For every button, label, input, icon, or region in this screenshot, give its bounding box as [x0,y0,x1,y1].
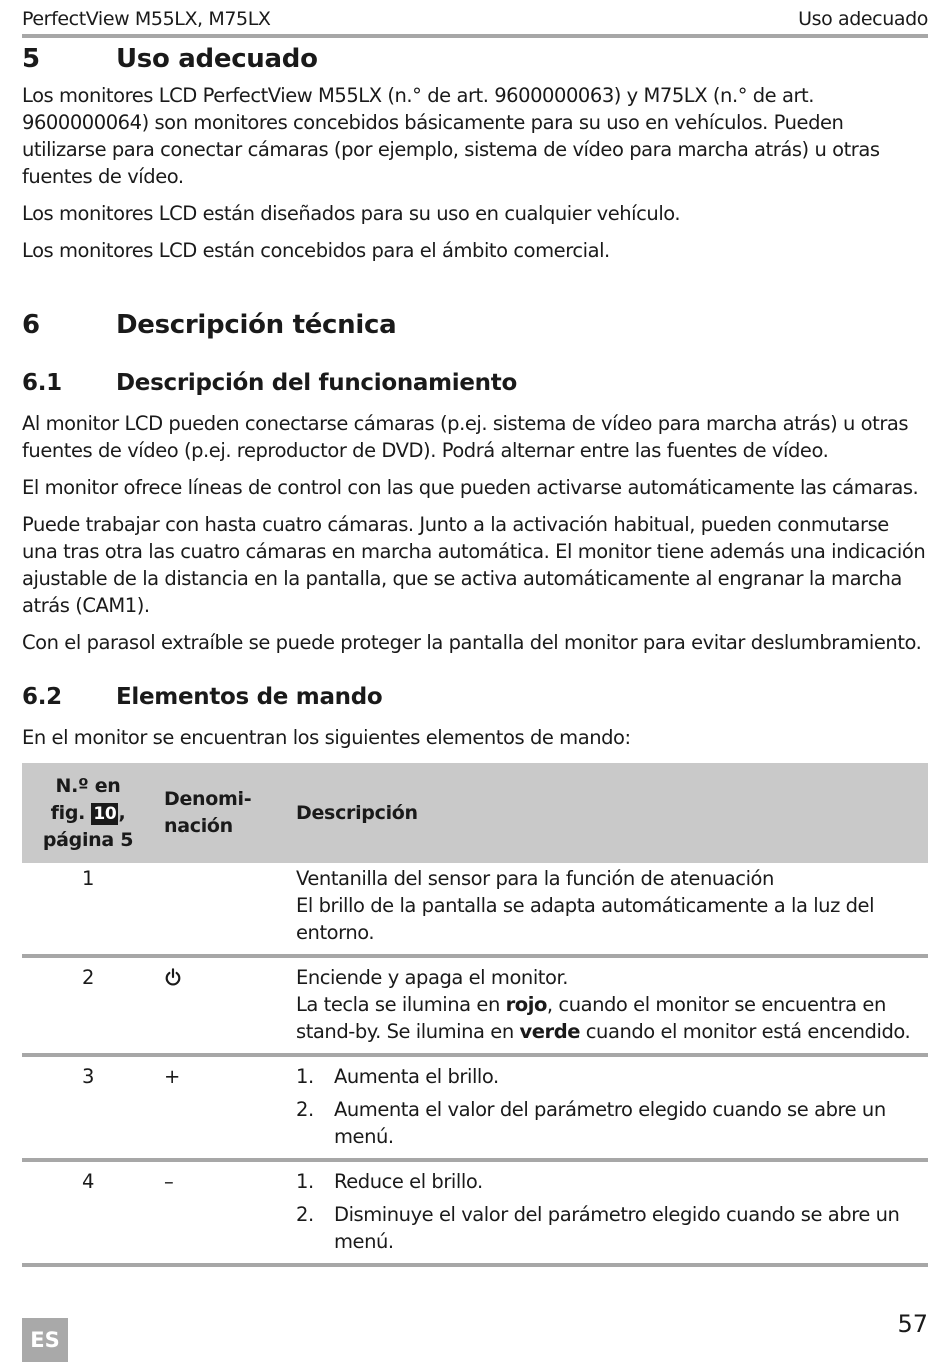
color-green-label: verde [519,1020,581,1043]
list-item: 2. Aumenta el valor del parámetro elegido cuando se abre un menú. [296,1098,886,1148]
column-header-number: N.º en fig. 10 , página 5 [22,763,154,863]
section-number: 6 [22,310,40,340]
step-list [296,1063,928,1150]
paragraph: Los monitores LCD están concebidos para el ámbito comercial. [22,239,610,262]
paragraph: Los monitores LCD están diseñados para su uso en cualquier vehículo. [22,202,681,225]
controls-table [22,763,928,1267]
section-number: 6.1 [22,370,62,396]
table-header-row [22,763,928,863]
column-header-name: Denomi- nación [154,763,296,863]
row-name: + [154,1055,296,1160]
section-6-heading [22,310,928,340]
row-description [296,1055,928,1160]
row-description [296,1160,928,1265]
row-name: – [154,1160,296,1265]
row-number: 1 [22,863,154,956]
document-page [22,0,928,1267]
paragraph: Con el parasol extraíble se puede proteger la pantalla del monitor para evitar deslumbramiento. [22,631,922,654]
section-6-1-body [22,410,928,656]
column-header-description: Descripción [296,763,928,863]
section-number: 6.2 [22,684,62,710]
paragraph: Los monitores LCD PerfectView M55LX (n.° de art. 9600000063) y M75LX (n.° de art. 9600000064) son monitores concebidos básicamente para su uso en vehículos. Pueden utilizarse para conectar cámaras (por ejemplo, sistema de vídeo para marcha atrás) u otras fuentes de vídeo. [22,84,880,188]
figure-reference: 10 [93,803,117,824]
list-item: 1. Reduce el brillo. [296,1170,483,1193]
row-number: 3 [22,1055,154,1160]
list-item: 1. Aumenta el brillo. [296,1065,499,1088]
section-5-body [22,82,928,264]
color-red-label: rojo [505,993,547,1016]
paragraph: En el monitor se encuentran los siguientes elementos de mando: [22,726,631,749]
section-6-2-heading [22,684,928,710]
page-number: 57 [897,1310,928,1338]
language-badge: ES [22,1318,68,1362]
table-row [22,956,928,1055]
power-icon [164,968,182,986]
section-title: Elementos de mando [116,684,383,710]
table-row [22,1160,928,1265]
section-title: Descripción del funcionamiento [116,370,517,396]
table-row [22,863,928,956]
list-item: 2. Disminuye el valor del parámetro elegido cuando se abre un menú. [296,1203,900,1253]
header-chapter: Uso adecuado [798,8,928,30]
step-list [296,1168,928,1255]
paragraph: Puede trabajar con hasta cuatro cámaras. Junto a la activación habitual, pueden conmutarse una tras otra las cuatro cámaras en marcha automática. El monitor tiene además una indicación ajustable de la distancia en la pantalla, que se activa automáticamente al engranar la marcha atrás (CAM1). [22,513,926,617]
row-number: 4 [22,1160,154,1265]
paragraph: El monitor ofrece líneas de control con las que pueden activarse automáticamente las cámaras. [22,476,919,499]
paragraph: Al monitor LCD pueden conectarse cámaras (p.ej. sistema de vídeo para marcha atrás) u otras fuentes de vídeo (p.ej. reproductor de DVD). Podrá alternar entre las fuentes de vídeo. [22,412,909,462]
section-5-heading [22,44,928,74]
section-6-1-heading [22,370,928,396]
row-number: 2 [22,956,154,1055]
section-title: Descripción técnica [116,310,397,340]
row-description: Enciende y apaga el monitor. La tecla se ilumina en rojo, cuando el monitor se encuentra en stand-by. Se ilumina en verde cuando el monitor está encendido. [296,956,928,1055]
table-row [22,1055,928,1160]
section-number: 5 [22,44,40,74]
row-name [154,956,296,1055]
row-name [154,863,296,956]
row-description: Ventanilla del sensor para la función de atenuación El brillo de la pantalla se adapta automáticamente a la luz del entorno. [296,863,928,956]
header-product: PerfectView M55LX, M75LX [22,8,271,30]
running-header [22,0,928,38]
section-title: Uso adecuado [116,44,318,74]
